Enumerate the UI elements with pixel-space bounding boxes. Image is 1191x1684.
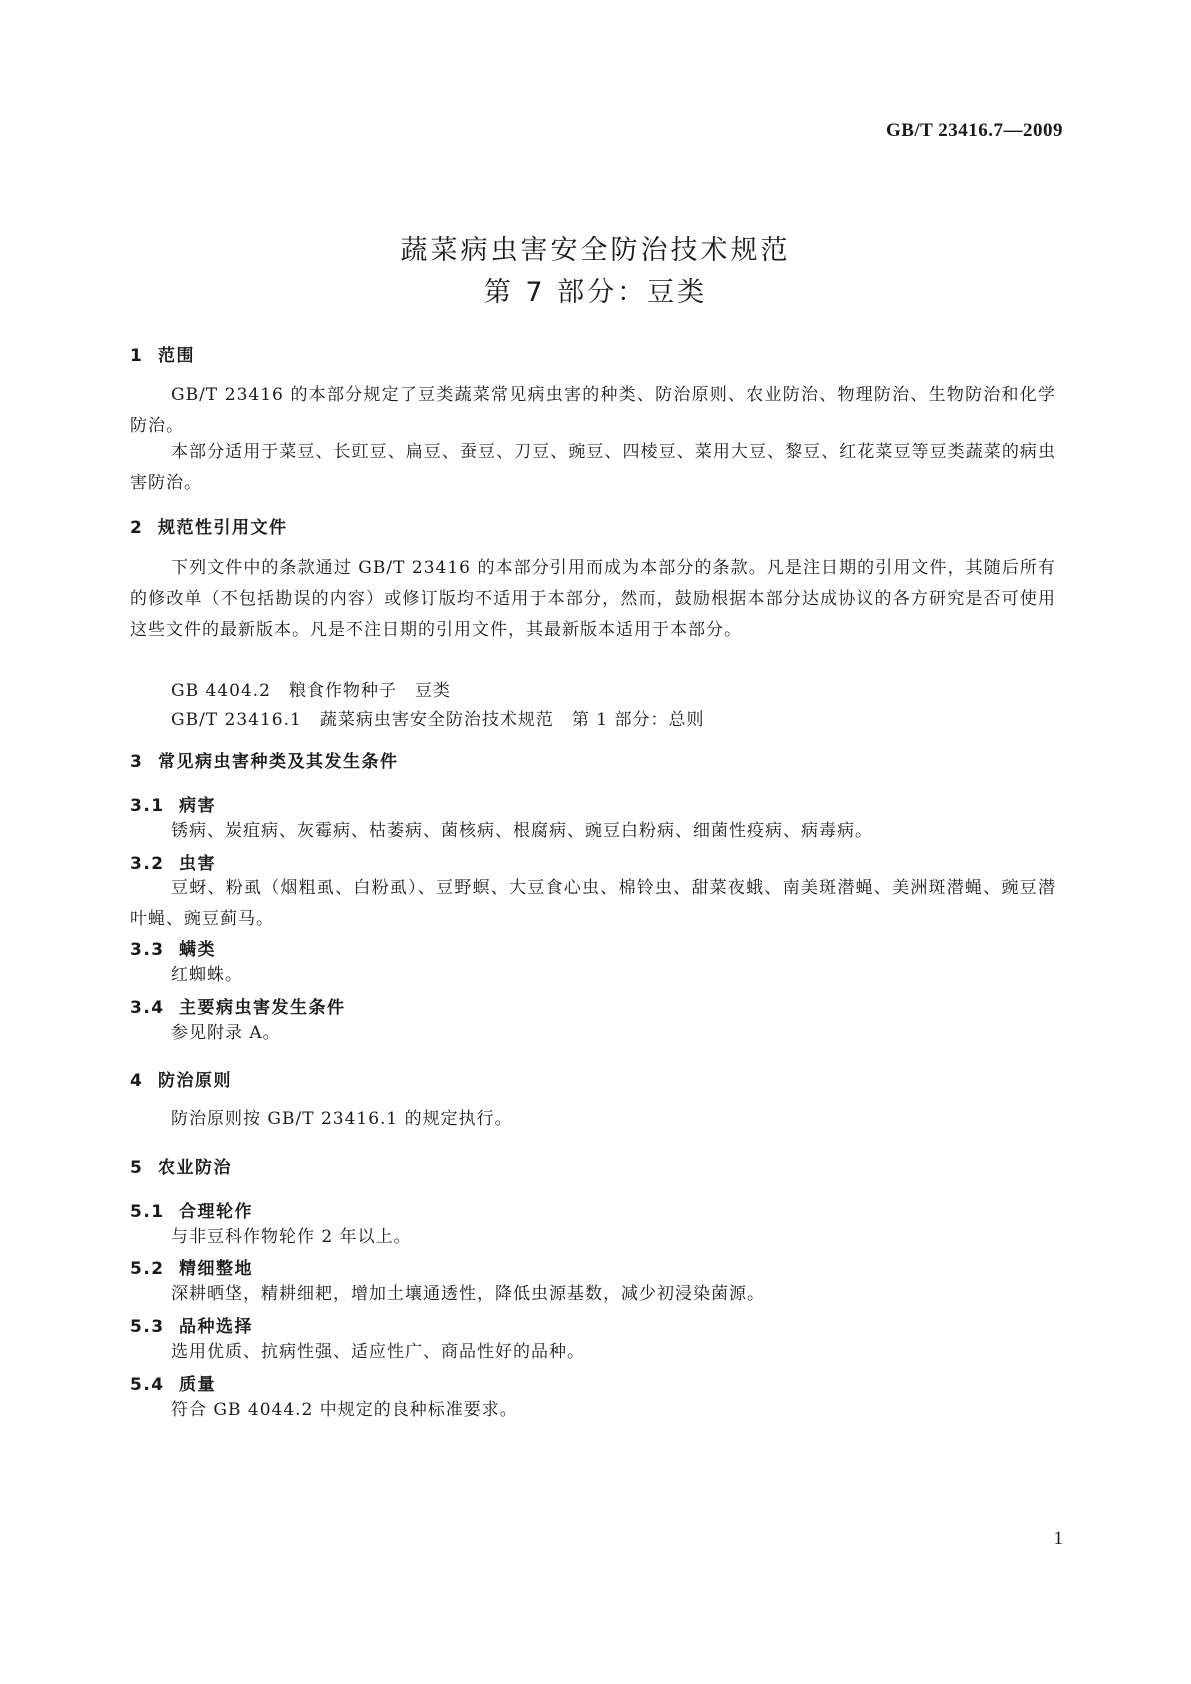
subsection-heading-5-3 xyxy=(130,1312,253,1337)
section-heading-1 xyxy=(130,341,195,366)
paragraph: 锈病、炭疽病、灰霉病、枯萎病、菌核病、根腐病、豌豆白粉病、细菌性疫病、病毒病。 xyxy=(171,821,873,841)
subsection-heading-3-1 xyxy=(130,791,216,816)
section-title: 规范性引用文件 xyxy=(158,518,288,538)
section-heading-5 xyxy=(130,1153,232,1178)
paragraph: 选用优质、抗病性强、适应性广、商品性好的品种。 xyxy=(171,1342,585,1362)
reference-item: GB/T 23416.1 蔬菜病虫害安全防治技术规范 第 1 部分：总则 xyxy=(171,710,705,730)
section-title: 范围 xyxy=(158,346,195,366)
reference-item: GB 4404.2 粮食作物种子 豆类 xyxy=(171,681,451,701)
section-title: 防治原则 xyxy=(158,1071,232,1091)
subsection-number: 5.3 xyxy=(130,1317,165,1337)
section-number: 1 xyxy=(130,346,144,366)
subsection-title: 病害 xyxy=(179,796,216,816)
section-number: 3 xyxy=(130,752,144,772)
paragraph: GB/T 23416 的本部分规定了豆类蔬菜常见病虫害的种类、防治原则、农业防治、物理防治、生物防治和化学防治。 xyxy=(130,385,1056,436)
paragraph: 参见附录 A。 xyxy=(171,1023,281,1043)
section-number: 4 xyxy=(130,1071,144,1091)
document-title: 蔬菜病虫害安全防治技术规范 xyxy=(400,235,791,266)
subsection-number: 3.2 xyxy=(130,854,165,874)
section-number: 2 xyxy=(130,518,144,538)
paragraph: 符合 GB 4044.2 中规定的良种标准要求。 xyxy=(171,1400,518,1420)
subsection-heading-3-2 xyxy=(130,849,216,874)
standard-code: GB/T 23416.7—2009 xyxy=(885,120,1063,141)
subsection-number: 3.4 xyxy=(130,998,165,1018)
paragraph: 下列文件中的条款通过 GB/T 23416 的本部分引用而成为本部分的条款。凡是注日期的引用文件，其随后所有的修改单（不包括勘误的内容）或修订版均不适用于本部分，然而，鼓励根据本部分达成协议的各方研究是否可使用这些文件的最新版本。凡是不注日期的引用文件，其最新版本适用于本部分。 xyxy=(130,558,1056,640)
subsection-title: 螨类 xyxy=(179,940,216,960)
subsection-title: 精细整地 xyxy=(179,1259,253,1279)
paragraph: 深耕晒垡，精耕细耙，增加土壤通透性，降低虫源基数，减少初浸染菌源。 xyxy=(171,1284,765,1304)
section-title: 农业防治 xyxy=(158,1158,232,1178)
paragraph: 豆蚜、粉虱（烟粗虱、白粉虱）、豆野螟、大豆食心虫、棉铃虫、甜菜夜蛾、南美斑潜蝇、美洲斑潜蝇、豌豆潜叶蝇、豌豆蓟马。 xyxy=(130,878,1056,929)
subsection-title: 品种选择 xyxy=(179,1317,253,1337)
subsection-heading-5-1 xyxy=(130,1197,253,1222)
document-subtitle: 第 7 部分：豆类 xyxy=(483,277,708,308)
subsection-number: 5.1 xyxy=(130,1202,165,1222)
section-title: 常见病虫害种类及其发生条件 xyxy=(158,752,399,772)
subsection-title: 质量 xyxy=(179,1375,216,1395)
subsection-title: 主要病虫害发生条件 xyxy=(179,998,346,1018)
subsection-number: 3.1 xyxy=(130,796,165,816)
section-heading-3 xyxy=(130,747,399,772)
subsection-title: 合理轮作 xyxy=(179,1202,253,1222)
paragraph: 防治原则按 GB/T 23416.1 的规定执行。 xyxy=(171,1109,513,1129)
paragraph: 本部分适用于菜豆、长豇豆、扁豆、蚕豆、刀豆、豌豆、四棱豆、菜用大豆、黎豆、红花菜豆等豆类蔬菜的病虫害防治。 xyxy=(130,442,1056,493)
subsection-number: 5.4 xyxy=(130,1375,165,1395)
paragraph: 与非豆科作物轮作 2 年以上。 xyxy=(171,1227,412,1247)
section-heading-2 xyxy=(130,513,288,538)
page-number: 1 xyxy=(1053,1528,1063,1549)
section-heading-4 xyxy=(130,1066,232,1091)
section-number: 5 xyxy=(130,1158,144,1178)
paragraph: 红蜘蛛。 xyxy=(171,965,243,985)
subsection-number: 3.3 xyxy=(130,940,165,960)
subsection-heading-3-4 xyxy=(130,993,346,1018)
subsection-heading-3-3 xyxy=(130,935,216,960)
subsection-heading-5-2 xyxy=(130,1254,253,1279)
subsection-title: 虫害 xyxy=(179,854,216,874)
subsection-number: 5.2 xyxy=(130,1259,165,1279)
subsection-heading-5-4 xyxy=(130,1370,216,1395)
